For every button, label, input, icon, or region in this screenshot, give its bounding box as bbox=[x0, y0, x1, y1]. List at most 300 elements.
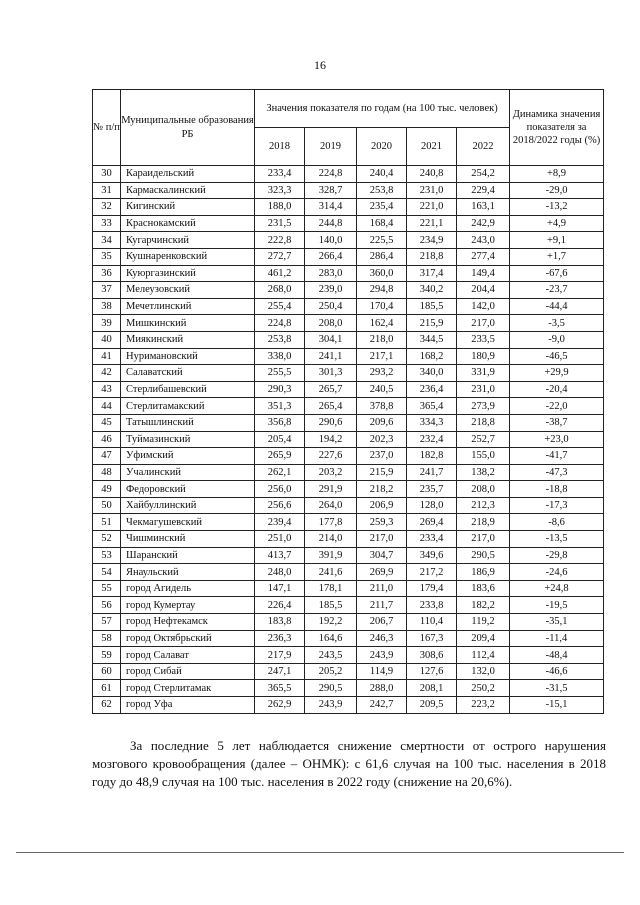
table-row bbox=[93, 497, 604, 514]
year-value: 232,4 bbox=[407, 431, 457, 448]
year-value: 413,7 bbox=[255, 547, 305, 564]
table-row bbox=[93, 232, 604, 249]
dynamics-value: +29,9 bbox=[510, 365, 604, 382]
row-number: 56 bbox=[93, 597, 121, 614]
row-number: 30 bbox=[93, 166, 121, 183]
row-number: 37 bbox=[93, 282, 121, 299]
year-value: 301,3 bbox=[305, 365, 357, 382]
row-number: 58 bbox=[93, 630, 121, 647]
year-value: 241,1 bbox=[305, 348, 357, 365]
year-value: 183,8 bbox=[255, 614, 305, 631]
year-value: 244,8 bbox=[305, 215, 357, 232]
municipality-name: Кармаскалинский bbox=[121, 182, 255, 199]
year-value: 215,9 bbox=[407, 315, 457, 332]
year-value: 243,9 bbox=[357, 647, 407, 664]
municipality-name: Стерлитамакский bbox=[121, 398, 255, 415]
table-row bbox=[93, 630, 604, 647]
year-value: 226,4 bbox=[255, 597, 305, 614]
row-number: 39 bbox=[93, 315, 121, 332]
year-value: 233,5 bbox=[457, 331, 510, 348]
header-year: 2021 bbox=[407, 128, 457, 166]
year-value: 110,4 bbox=[407, 614, 457, 631]
year-value: 250,4 bbox=[305, 298, 357, 315]
year-value: 186,9 bbox=[457, 564, 510, 581]
year-value: 234,9 bbox=[407, 232, 457, 249]
row-number: 36 bbox=[93, 265, 121, 282]
year-value: 217,0 bbox=[457, 315, 510, 332]
year-value: 114,9 bbox=[357, 663, 407, 680]
municipality-name: Чекмагушевский bbox=[121, 514, 255, 531]
year-value: 243,9 bbox=[305, 697, 357, 714]
year-value: 205,2 bbox=[305, 663, 357, 680]
year-value: 170,4 bbox=[357, 298, 407, 315]
year-value: 208,1 bbox=[407, 680, 457, 697]
dynamics-value: -9,0 bbox=[510, 331, 604, 348]
header-year: 2019 bbox=[305, 128, 357, 166]
year-value: 217,9 bbox=[255, 647, 305, 664]
year-value: 241,7 bbox=[407, 464, 457, 481]
table-row bbox=[93, 564, 604, 581]
year-value: 248,0 bbox=[255, 564, 305, 581]
dynamics-value: -13,2 bbox=[510, 199, 604, 216]
year-value: 202,3 bbox=[357, 431, 407, 448]
row-number: 34 bbox=[93, 232, 121, 249]
dynamics-value: -24,6 bbox=[510, 564, 604, 581]
row-number: 48 bbox=[93, 464, 121, 481]
year-value: 233,4 bbox=[255, 166, 305, 183]
year-value: 344,5 bbox=[407, 331, 457, 348]
dynamics-value: -67,6 bbox=[510, 265, 604, 282]
year-value: 294,8 bbox=[357, 282, 407, 299]
year-value: 206,7 bbox=[357, 614, 407, 631]
dynamics-value: -8,6 bbox=[510, 514, 604, 531]
year-value: 128,0 bbox=[407, 497, 457, 514]
year-value: 212,3 bbox=[457, 497, 510, 514]
year-value: 290,6 bbox=[305, 414, 357, 431]
municipality-name: Федоровский bbox=[121, 481, 255, 498]
year-value: 239,4 bbox=[255, 514, 305, 531]
dynamics-value: -29,0 bbox=[510, 182, 604, 199]
year-value: 265,9 bbox=[255, 448, 305, 465]
municipality-name: Стерлибашевский bbox=[121, 381, 255, 398]
row-number: 46 bbox=[93, 431, 121, 448]
municipality-name: Мечетлинский bbox=[121, 298, 255, 315]
table-row bbox=[93, 531, 604, 548]
year-value: 215,9 bbox=[357, 464, 407, 481]
year-value: 378,8 bbox=[357, 398, 407, 415]
mortality-table bbox=[92, 89, 604, 714]
year-value: 243,0 bbox=[457, 232, 510, 249]
row-number: 43 bbox=[93, 381, 121, 398]
dynamics-value: +9,1 bbox=[510, 232, 604, 249]
year-value: 334,3 bbox=[407, 414, 457, 431]
year-value: 293,2 bbox=[357, 365, 407, 382]
year-value: 256,0 bbox=[255, 481, 305, 498]
year-value: 304,1 bbox=[305, 331, 357, 348]
row-number: 54 bbox=[93, 564, 121, 581]
year-value: 217,2 bbox=[407, 564, 457, 581]
dynamics-value: -31,5 bbox=[510, 680, 604, 697]
header-year: 2022 bbox=[457, 128, 510, 166]
table-row bbox=[93, 166, 604, 183]
year-value: 155,0 bbox=[457, 448, 510, 465]
year-value: 142,0 bbox=[457, 298, 510, 315]
municipality-name: город Агидель bbox=[121, 580, 255, 597]
year-value: 233,8 bbox=[407, 597, 457, 614]
year-value: 317,4 bbox=[407, 265, 457, 282]
municipality-name: Мелеузовский bbox=[121, 282, 255, 299]
year-value: 328,7 bbox=[305, 182, 357, 199]
year-value: 349,6 bbox=[407, 547, 457, 564]
municipality-name: Татышлинский bbox=[121, 414, 255, 431]
year-value: 147,1 bbox=[255, 580, 305, 597]
year-value: 247,1 bbox=[255, 663, 305, 680]
year-value: 206,9 bbox=[357, 497, 407, 514]
table-row bbox=[93, 448, 604, 465]
dynamics-value: -46,6 bbox=[510, 663, 604, 680]
year-value: 138,2 bbox=[457, 464, 510, 481]
year-value: 250,2 bbox=[457, 680, 510, 697]
row-number: 59 bbox=[93, 647, 121, 664]
year-value: 233,4 bbox=[407, 531, 457, 548]
year-value: 218,0 bbox=[357, 331, 407, 348]
year-value: 269,9 bbox=[357, 564, 407, 581]
table-row bbox=[93, 365, 604, 382]
row-number: 44 bbox=[93, 398, 121, 415]
year-value: 253,8 bbox=[357, 182, 407, 199]
year-value: 178,1 bbox=[305, 580, 357, 597]
dynamics-value: -17,3 bbox=[510, 497, 604, 514]
row-number: 35 bbox=[93, 248, 121, 265]
row-number: 32 bbox=[93, 199, 121, 216]
year-value: 290,5 bbox=[305, 680, 357, 697]
dynamics-value: +1,7 bbox=[510, 248, 604, 265]
year-value: 208,0 bbox=[305, 315, 357, 332]
year-value: 203,2 bbox=[305, 464, 357, 481]
row-number: 41 bbox=[93, 348, 121, 365]
year-value: 243,5 bbox=[305, 647, 357, 664]
year-value: 223,2 bbox=[457, 697, 510, 714]
row-number: 38 bbox=[93, 298, 121, 315]
year-value: 140,0 bbox=[305, 232, 357, 249]
row-number: 60 bbox=[93, 663, 121, 680]
year-value: 308,6 bbox=[407, 647, 457, 664]
year-value: 338,0 bbox=[255, 348, 305, 365]
dynamics-value: -48,4 bbox=[510, 647, 604, 664]
dynamics-value: -38,7 bbox=[510, 414, 604, 431]
year-value: 218,8 bbox=[457, 414, 510, 431]
dynamics-value: -3,5 bbox=[510, 315, 604, 332]
table-row bbox=[93, 265, 604, 282]
year-value: 132,0 bbox=[457, 663, 510, 680]
year-value: 236,4 bbox=[407, 381, 457, 398]
row-number: 42 bbox=[93, 365, 121, 382]
municipality-name: Чишминский bbox=[121, 531, 255, 548]
header-dynamics: Динамика значения показателя за 2018/2022 годы (%) bbox=[510, 90, 604, 166]
municipality-name: Кугарчинский bbox=[121, 232, 255, 249]
year-value: 255,5 bbox=[255, 365, 305, 382]
year-value: 356,8 bbox=[255, 414, 305, 431]
year-value: 224,8 bbox=[255, 315, 305, 332]
table-row bbox=[93, 647, 604, 664]
year-value: 217,0 bbox=[457, 531, 510, 548]
year-value: 265,4 bbox=[305, 398, 357, 415]
year-value: 209,4 bbox=[457, 630, 510, 647]
year-value: 167,3 bbox=[407, 630, 457, 647]
year-value: 290,3 bbox=[255, 381, 305, 398]
year-value: 268,0 bbox=[255, 282, 305, 299]
table-row bbox=[93, 431, 604, 448]
year-value: 218,8 bbox=[407, 248, 457, 265]
year-value: 112,4 bbox=[457, 647, 510, 664]
year-value: 269,4 bbox=[407, 514, 457, 531]
year-value: 290,5 bbox=[457, 547, 510, 564]
year-value: 340,2 bbox=[407, 282, 457, 299]
dynamics-value: -44,4 bbox=[510, 298, 604, 315]
table-row bbox=[93, 680, 604, 697]
header-year: 2020 bbox=[357, 128, 407, 166]
year-value: 180,9 bbox=[457, 348, 510, 365]
year-value: 242,9 bbox=[457, 215, 510, 232]
year-value: 272,7 bbox=[255, 248, 305, 265]
year-value: 119,2 bbox=[457, 614, 510, 631]
table-row bbox=[93, 199, 604, 216]
year-value: 218,2 bbox=[357, 481, 407, 498]
dynamics-value: -41,7 bbox=[510, 448, 604, 465]
dynamics-value: -29,8 bbox=[510, 547, 604, 564]
year-value: 231,0 bbox=[457, 381, 510, 398]
year-value: 164,6 bbox=[305, 630, 357, 647]
table-row bbox=[93, 282, 604, 299]
municipality-name: город Сибай bbox=[121, 663, 255, 680]
row-number: 57 bbox=[93, 614, 121, 631]
year-value: 283,0 bbox=[305, 265, 357, 282]
header-num: № п/п bbox=[93, 90, 121, 166]
year-value: 208,0 bbox=[457, 481, 510, 498]
year-value: 254,2 bbox=[457, 166, 510, 183]
table-row bbox=[93, 398, 604, 415]
municipality-name: Краснокамский bbox=[121, 215, 255, 232]
municipality-name: город Нефтекамск bbox=[121, 614, 255, 631]
dynamics-value: -11,4 bbox=[510, 630, 604, 647]
table-row bbox=[93, 663, 604, 680]
year-value: 168,4 bbox=[357, 215, 407, 232]
dynamics-value: +4,9 bbox=[510, 215, 604, 232]
year-value: 185,5 bbox=[305, 597, 357, 614]
municipality-name: город Стерлитамак bbox=[121, 680, 255, 697]
year-value: 185,5 bbox=[407, 298, 457, 315]
table-row bbox=[93, 182, 604, 199]
municipality-name: Кигинский bbox=[121, 199, 255, 216]
municipality-name: Уфимский bbox=[121, 448, 255, 465]
year-value: 314,4 bbox=[305, 199, 357, 216]
table-row bbox=[93, 381, 604, 398]
year-value: 225,5 bbox=[357, 232, 407, 249]
municipality-name: Миякинский bbox=[121, 331, 255, 348]
dynamics-value: -47,3 bbox=[510, 464, 604, 481]
table-row bbox=[93, 215, 604, 232]
table-row bbox=[93, 298, 604, 315]
row-number: 62 bbox=[93, 697, 121, 714]
table-row bbox=[93, 547, 604, 564]
table-row bbox=[93, 414, 604, 431]
dynamics-value: -46,5 bbox=[510, 348, 604, 365]
year-value: 211,0 bbox=[357, 580, 407, 597]
municipality-name: Янаульский bbox=[121, 564, 255, 581]
year-value: 239,0 bbox=[305, 282, 357, 299]
dynamics-value: -15,1 bbox=[510, 697, 604, 714]
year-value: 229,4 bbox=[457, 182, 510, 199]
municipality-name: город Уфа bbox=[121, 697, 255, 714]
year-value: 218,9 bbox=[457, 514, 510, 531]
year-value: 304,7 bbox=[357, 547, 407, 564]
year-value: 241,6 bbox=[305, 564, 357, 581]
table-row bbox=[93, 248, 604, 265]
year-value: 340,0 bbox=[407, 365, 457, 382]
year-value: 365,5 bbox=[255, 680, 305, 697]
table-row bbox=[93, 464, 604, 481]
year-value: 182,2 bbox=[457, 597, 510, 614]
year-value: 461,2 bbox=[255, 265, 305, 282]
year-value: 323,3 bbox=[255, 182, 305, 199]
row-number: 47 bbox=[93, 448, 121, 465]
row-number: 52 bbox=[93, 531, 121, 548]
municipality-name: Куюргазинский bbox=[121, 265, 255, 282]
municipality-name: Салаватский bbox=[121, 365, 255, 382]
row-number: 51 bbox=[93, 514, 121, 531]
row-number: 50 bbox=[93, 497, 121, 514]
dynamics-value: +24,8 bbox=[510, 580, 604, 597]
year-value: 177,8 bbox=[305, 514, 357, 531]
year-value: 214,0 bbox=[305, 531, 357, 548]
municipality-name: Шаранский bbox=[121, 547, 255, 564]
row-number: 31 bbox=[93, 182, 121, 199]
year-value: 162,4 bbox=[357, 315, 407, 332]
municipality-name: Туймазинский bbox=[121, 431, 255, 448]
header-values-group: Значения показателя по годам (на 100 тыс. человек) bbox=[255, 90, 510, 128]
year-value: 163,1 bbox=[457, 199, 510, 216]
year-value: 240,5 bbox=[357, 381, 407, 398]
dynamics-value: -20,4 bbox=[510, 381, 604, 398]
year-value: 262,9 bbox=[255, 697, 305, 714]
municipality-name: Кушнаренковский bbox=[121, 248, 255, 265]
table-body bbox=[93, 166, 604, 714]
year-value: 231,0 bbox=[407, 182, 457, 199]
year-value: 266,4 bbox=[305, 248, 357, 265]
table-row bbox=[93, 580, 604, 597]
year-value: 205,4 bbox=[255, 431, 305, 448]
summary-text: За последние 5 лет наблюдается снижение смертности от острого нарушения мозгового кровообращения (далее – ОНМК): с 61,6 случая на 100 тыс. населения в 2018 году до 48,9 случая на 100 тыс. населения в 2022 году (снижение на 20,6%). bbox=[92, 738, 606, 789]
year-value: 288,0 bbox=[357, 680, 407, 697]
table-row bbox=[93, 481, 604, 498]
year-value: 211,7 bbox=[357, 597, 407, 614]
table-row bbox=[93, 597, 604, 614]
table-row bbox=[93, 331, 604, 348]
municipality-name: Нуримановский bbox=[121, 348, 255, 365]
year-value: 360,0 bbox=[357, 265, 407, 282]
year-value: 351,3 bbox=[255, 398, 305, 415]
year-value: 259,3 bbox=[357, 514, 407, 531]
row-number: 53 bbox=[93, 547, 121, 564]
year-value: 217,0 bbox=[357, 531, 407, 548]
municipality-name: Мишкинский bbox=[121, 315, 255, 332]
year-value: 235,7 bbox=[407, 481, 457, 498]
municipality-name: Учалинский bbox=[121, 464, 255, 481]
year-value: 179,4 bbox=[407, 580, 457, 597]
footer-divider bbox=[16, 852, 624, 853]
row-number: 61 bbox=[93, 680, 121, 697]
year-value: 209,5 bbox=[407, 697, 457, 714]
year-value: 273,9 bbox=[457, 398, 510, 415]
year-value: 251,0 bbox=[255, 531, 305, 548]
municipality-name: Карaидельский bbox=[121, 166, 255, 183]
year-value: 217,1 bbox=[357, 348, 407, 365]
year-value: 246,3 bbox=[357, 630, 407, 647]
year-value: 235,4 bbox=[357, 199, 407, 216]
municipality-name: Хайбуллинский bbox=[121, 497, 255, 514]
row-number: 33 bbox=[93, 215, 121, 232]
year-value: 209,6 bbox=[357, 414, 407, 431]
year-value: 231,5 bbox=[255, 215, 305, 232]
municipality-name: город Октябрьский bbox=[121, 630, 255, 647]
year-value: 222,8 bbox=[255, 232, 305, 249]
table-row bbox=[93, 348, 604, 365]
year-value: 262,1 bbox=[255, 464, 305, 481]
year-value: 331,9 bbox=[457, 365, 510, 382]
year-value: 127,6 bbox=[407, 663, 457, 680]
year-value: 242,7 bbox=[357, 697, 407, 714]
year-value: 240,4 bbox=[357, 166, 407, 183]
year-value: 221,1 bbox=[407, 215, 457, 232]
municipality-name: город Салават bbox=[121, 647, 255, 664]
year-value: 277,4 bbox=[457, 248, 510, 265]
year-value: 291,9 bbox=[305, 481, 357, 498]
year-value: 391,9 bbox=[305, 547, 357, 564]
row-number: 49 bbox=[93, 481, 121, 498]
header-municipality: Муниципальные образования РБ bbox=[121, 90, 255, 166]
dynamics-value: -19,5 bbox=[510, 597, 604, 614]
dynamics-value: +8,9 bbox=[510, 166, 604, 183]
row-number: 55 bbox=[93, 580, 121, 597]
year-value: 256,6 bbox=[255, 497, 305, 514]
year-value: 265,7 bbox=[305, 381, 357, 398]
header-year: 2018 bbox=[255, 128, 305, 166]
summary-paragraph bbox=[92, 737, 606, 791]
table-row bbox=[93, 315, 604, 332]
year-value: 252,7 bbox=[457, 431, 510, 448]
dynamics-value: -22,0 bbox=[510, 398, 604, 415]
year-value: 286,4 bbox=[357, 248, 407, 265]
year-value: 227,6 bbox=[305, 448, 357, 465]
year-value: 240,8 bbox=[407, 166, 457, 183]
year-value: 183,6 bbox=[457, 580, 510, 597]
year-value: 204,4 bbox=[457, 282, 510, 299]
row-number: 40 bbox=[93, 331, 121, 348]
year-value: 221,0 bbox=[407, 199, 457, 216]
municipality-name: город Кумертау bbox=[121, 597, 255, 614]
year-value: 236,3 bbox=[255, 630, 305, 647]
year-value: 194,2 bbox=[305, 431, 357, 448]
dynamics-value: -35,1 bbox=[510, 614, 604, 631]
row-number: 45 bbox=[93, 414, 121, 431]
year-value: 149,4 bbox=[457, 265, 510, 282]
year-value: 253,8 bbox=[255, 331, 305, 348]
dynamics-value: +23,0 bbox=[510, 431, 604, 448]
year-value: 188,0 bbox=[255, 199, 305, 216]
year-value: 224,8 bbox=[305, 166, 357, 183]
year-value: 264,0 bbox=[305, 497, 357, 514]
table-row bbox=[93, 697, 604, 714]
